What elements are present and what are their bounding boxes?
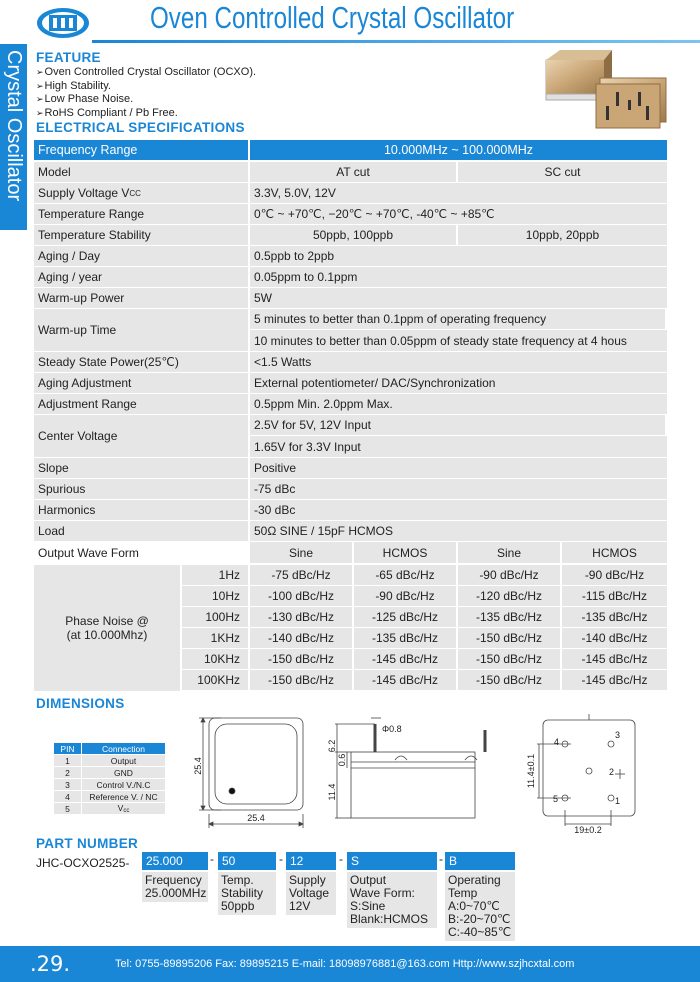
spec-row-frequency: [34, 140, 667, 160]
spec-value: 0℃ ~ +70℃, −20℃ ~ +70℃, -40℃ ~ +85℃: [250, 204, 667, 224]
pn-desc-line: Wave Form:: [350, 886, 415, 900]
pn-desc-line: S:Sine: [350, 899, 386, 913]
spec-value: AT cut: [250, 162, 458, 182]
phase-noise-value: -150 dBc/Hz: [458, 628, 562, 648]
pn-dash: -: [439, 852, 443, 866]
side-view-drawing: [335, 718, 485, 818]
electrical-heading: ELECTRICAL SPECIFICATIONS: [36, 120, 245, 135]
dim-label-body-height: 11.4: [327, 783, 337, 801]
pn-code-voltage: 12: [286, 852, 336, 870]
spec-row-center-voltage: [34, 415, 667, 457]
spec-label: Center Voltage: [34, 415, 250, 457]
connection-col-header: Connection: [82, 743, 166, 755]
feature-item: ➢ RoHS Compliant / Pb Free.: [36, 107, 256, 121]
page-number: .29.: [30, 952, 71, 976]
spec-row-spurious: [34, 479, 667, 499]
spec-label: Slope: [34, 458, 250, 478]
product-photo: [540, 48, 670, 134]
pn-desc-line: Temp: [448, 886, 478, 900]
pin-row: [54, 803, 166, 815]
spec-row-adjustment-range: [34, 394, 667, 414]
pin-col-header: PIN: [54, 743, 82, 755]
page-title: Oven Controlled Crystal Oscillator: [150, 0, 515, 35]
pn-desc-line: Output: [350, 873, 387, 887]
spec-value: 10 minutes to better than 0.05ppm of steady state frequency at 4 hous: [250, 330, 667, 351]
pn-desc-line: Frequency: [145, 873, 202, 887]
pin-number: 3: [54, 779, 82, 791]
pn-dash: -: [210, 852, 214, 866]
pn-desc-line: Stability: [221, 886, 264, 900]
phase-noise-offset: 1KHz: [182, 628, 250, 648]
phase-noise-value: -150 dBc/Hz: [250, 649, 354, 669]
phase-noise-value: -90 dBc/Hz: [354, 586, 458, 606]
pn-dash: -: [279, 852, 283, 866]
spec-label: Aging Adjustment: [34, 373, 250, 393]
pin-row: [54, 755, 166, 767]
spec-row-warmup-power: [34, 288, 667, 308]
spec-value: 5 minutes to better than 0.1ppm of operating frequency: [250, 309, 667, 329]
pin-connection: Output: [82, 755, 166, 767]
phase-noise-value: -115 dBc/Hz: [562, 586, 667, 606]
spec-label-text: Supply Voltage V: [38, 186, 130, 200]
pin-number: 1: [54, 755, 82, 767]
spec-value: 1.65V for 3.3V Input: [250, 436, 667, 457]
dim-label-width: 25.4: [247, 813, 265, 823]
pn-desc-line: 25.000MHz: [145, 886, 207, 900]
dim-label-pitch-v: 11.4±0.1: [526, 753, 536, 789]
spec-value: 0.5ppm Min. 2.0ppm Max.: [250, 394, 667, 414]
phase-noise-row: [182, 586, 667, 606]
phase-noise-value: -130 dBc/Hz: [250, 607, 354, 627]
phase-noise-offset: 10Hz: [182, 586, 250, 606]
phase-noise-row: [182, 670, 667, 690]
pn-desc-line: Voltage: [289, 886, 330, 900]
spec-row-supply: [34, 183, 667, 203]
pin-table: [53, 742, 166, 815]
spec-row-aging-adjustment: [34, 373, 667, 393]
dimension-drawing: [185, 712, 645, 834]
jh-logo-icon: [36, 7, 90, 39]
spec-value: 50Ω SINE / 15pF HCMOS: [250, 521, 667, 541]
spec-row-model: [34, 162, 667, 182]
pin-label-4: 4: [554, 737, 560, 747]
phase-noise-offset: 10KHz: [182, 649, 250, 669]
wave-col: HCMOS: [354, 542, 458, 563]
dim-label-pitch-h: 19±0.2: [574, 825, 602, 834]
phase-noise-row: [182, 628, 667, 648]
spec-row-aging-year: [34, 267, 667, 287]
phase-noise-value: -65 dBc/Hz: [354, 565, 458, 585]
dim-label-height: 25.4: [193, 757, 203, 775]
pn-desc-line: 50ppb: [221, 899, 255, 913]
phase-noise-value: -140 dBc/Hz: [562, 628, 667, 648]
phase-noise-offset: 1Hz: [182, 565, 250, 585]
phase-noise-value: -135 dBc/Hz: [562, 607, 667, 627]
spec-label: Adjustment Range: [34, 394, 250, 414]
pn-code-wave: S: [347, 852, 437, 870]
pn-desc-voltage: [286, 872, 336, 915]
pn-desc-line: 12V: [289, 899, 311, 913]
pn-desc-frequency: [142, 872, 208, 902]
spec-value: -30 dBc: [250, 500, 667, 520]
phase-noise-value: -145 dBc/Hz: [354, 670, 458, 690]
pin-connection: Reference V. / NC: [82, 791, 166, 803]
phase-noise-value: -145 dBc/Hz: [562, 649, 667, 669]
phase-noise-value: -145 dBc/Hz: [354, 649, 458, 669]
spec-label-sub: CC: [129, 188, 141, 198]
pin-connection: Control V./N.C: [82, 779, 166, 791]
spec-label: Temperature Range: [34, 204, 250, 224]
pin-connection-text: V: [117, 803, 124, 813]
spec-value: SC cut: [458, 162, 667, 182]
spec-value: 2.5V for 5V, 12V Input: [250, 415, 667, 435]
wave-col: Sine: [250, 542, 354, 563]
spec-value-group: [250, 309, 667, 351]
spec-label: Warm-up Time: [34, 309, 250, 351]
pin-label-5: 5: [553, 794, 559, 804]
pn-desc-line: Operating: [448, 873, 501, 887]
pin-connection: GND: [82, 767, 166, 779]
spec-row-temp-range: [34, 204, 667, 224]
spec-label: Load: [34, 521, 250, 541]
pin-number: 5: [54, 803, 82, 815]
pn-code-temp: B: [445, 852, 515, 870]
spec-label: Steady State Power(25℃): [34, 352, 250, 372]
spec-label: Model: [34, 162, 250, 182]
spec-value: 0.05ppm to 0.1ppm: [250, 267, 667, 287]
phase-noise-value: -90 dBc/Hz: [458, 565, 562, 585]
spec-label: [34, 183, 250, 203]
spec-row-warmup-time: [34, 309, 667, 351]
spec-value: -75 dBc: [250, 479, 667, 499]
side-tab-label: Crystal Oscillator: [3, 50, 25, 202]
wave-col: Sine: [458, 542, 562, 563]
spec-row-steady-power: [34, 352, 667, 372]
spec-value: 10ppb, 20ppb: [458, 225, 667, 245]
pn-dash: -: [339, 852, 343, 866]
pn-code-stability: 50: [218, 852, 276, 870]
pn-desc-stability: [218, 872, 276, 915]
spec-row-wave-form: [34, 542, 667, 563]
dim-label-lead-height: 6.2: [327, 739, 337, 753]
phase-noise-value: -100 dBc/Hz: [250, 586, 354, 606]
pn-desc-line: B:-20~70℃: [448, 912, 511, 926]
phase-noise-value: -90 dBc/Hz: [562, 565, 667, 585]
pin-number: 2: [54, 767, 82, 779]
feature-list: [36, 66, 256, 120]
phase-noise-value: -145 dBc/Hz: [562, 670, 667, 690]
spec-value: <1.5 Watts: [250, 352, 667, 372]
spec-value: 3.3V, 5.0V, 12V: [250, 183, 667, 203]
phase-noise-value: -150 dBc/Hz: [458, 670, 562, 690]
spec-row-harmonics: [34, 500, 667, 520]
pin-row: [54, 767, 166, 779]
pn-desc-line: Temp.: [221, 873, 254, 887]
spec-label: Aging / year: [34, 267, 250, 287]
pin-connection-sub: cc: [123, 808, 130, 814]
pn-code-frequency: 25.000: [142, 852, 208, 870]
spec-value: 5W: [250, 288, 667, 308]
pn-desc-wave: [347, 872, 437, 928]
title-rule: [92, 40, 700, 43]
phase-noise-value: -135 dBc/Hz: [458, 607, 562, 627]
spec-value: External potentiometer/ DAC/Synchronization: [250, 373, 667, 393]
spec-label: Frequency Range: [34, 140, 250, 160]
part-number-prefix: JHC-OCXO2525-: [36, 856, 130, 870]
pin-connection: [82, 803, 166, 815]
pin-label-3: 3: [615, 730, 621, 740]
spec-label: Temperature Stability: [34, 225, 250, 245]
pin-label-1: 1: [615, 796, 621, 806]
spec-value: 10.000MHz ~ 100.000MHz: [250, 140, 667, 160]
dim-label-standoff: 0.6: [337, 753, 347, 767]
feature-item: ➢ Low Phase Noise.: [36, 93, 256, 107]
bottom-view-drawing: [537, 714, 635, 826]
phase-noise-title: Phase Noise @: [65, 614, 149, 628]
feature-item: ➢ Oven Controlled Crystal Oscillator (OCXO).: [36, 66, 256, 80]
pin-row: [54, 779, 166, 791]
wave-col: HCMOS: [562, 542, 667, 563]
spec-row-slope: [34, 458, 667, 478]
pin-label-2: 2: [609, 767, 615, 777]
phase-noise-row: [182, 649, 667, 669]
pn-desc-line: C:-40~85℃: [448, 925, 512, 939]
spec-value: 50ppb, 100ppb: [250, 225, 458, 245]
phase-noise-value: -125 dBc/Hz: [354, 607, 458, 627]
pn-desc-temp: [445, 872, 515, 941]
phase-noise-row: [182, 565, 667, 585]
spec-row-aging-day: [34, 246, 667, 266]
phase-noise-value: -140 dBc/Hz: [250, 628, 354, 648]
spec-value-group: [250, 415, 667, 457]
phase-noise-offset: 100Hz: [182, 607, 250, 627]
pn-desc-line: A:0~70℃: [448, 899, 500, 913]
phase-noise-value: -135 dBc/Hz: [354, 628, 458, 648]
spec-label: Output Wave Form: [34, 542, 250, 563]
pin-row: [54, 791, 166, 803]
phase-noise-subtitle: (at 10.000Mhz): [66, 628, 148, 642]
spec-value: Positive: [250, 458, 667, 478]
phase-noise-offset: 100KHz: [182, 670, 250, 690]
spec-row-load: [34, 521, 667, 541]
phase-noise-value: -75 dBc/Hz: [250, 565, 354, 585]
spec-label: Warm-up Power: [34, 288, 250, 308]
pin-number: 4: [54, 791, 82, 803]
dim-label-pin-diameter: Φ0.8: [382, 724, 402, 734]
phase-noise-value: -120 dBc/Hz: [458, 586, 562, 606]
spec-value: 0.5ppb to 2ppb: [250, 246, 667, 266]
feature-item: ➢ High Stability.: [36, 80, 256, 94]
part-number-heading: PART NUMBER: [36, 836, 139, 851]
phase-noise-row: [182, 607, 667, 627]
top-view-drawing: [199, 718, 303, 828]
pn-desc-line: Blank:HCMOS: [350, 912, 429, 926]
pn-desc-line: Supply: [289, 873, 326, 887]
spec-label: Aging / Day: [34, 246, 250, 266]
dimensions-heading: DIMENSIONS: [36, 696, 125, 711]
phase-noise-value: -150 dBc/Hz: [250, 670, 354, 690]
contact-info: Tel: 0755-89895206 Fax: 89895215 E-mail: 18098976881@163.com Http://www.szjhcxtal.com: [115, 958, 575, 970]
feature-heading: FEATURE: [36, 50, 101, 65]
spec-label: Harmonics: [34, 500, 250, 520]
spec-label: Spurious: [34, 479, 250, 499]
phase-noise-label: [34, 565, 180, 691]
spec-row-temp-stability: [34, 225, 667, 245]
phase-noise-value: -150 dBc/Hz: [458, 649, 562, 669]
